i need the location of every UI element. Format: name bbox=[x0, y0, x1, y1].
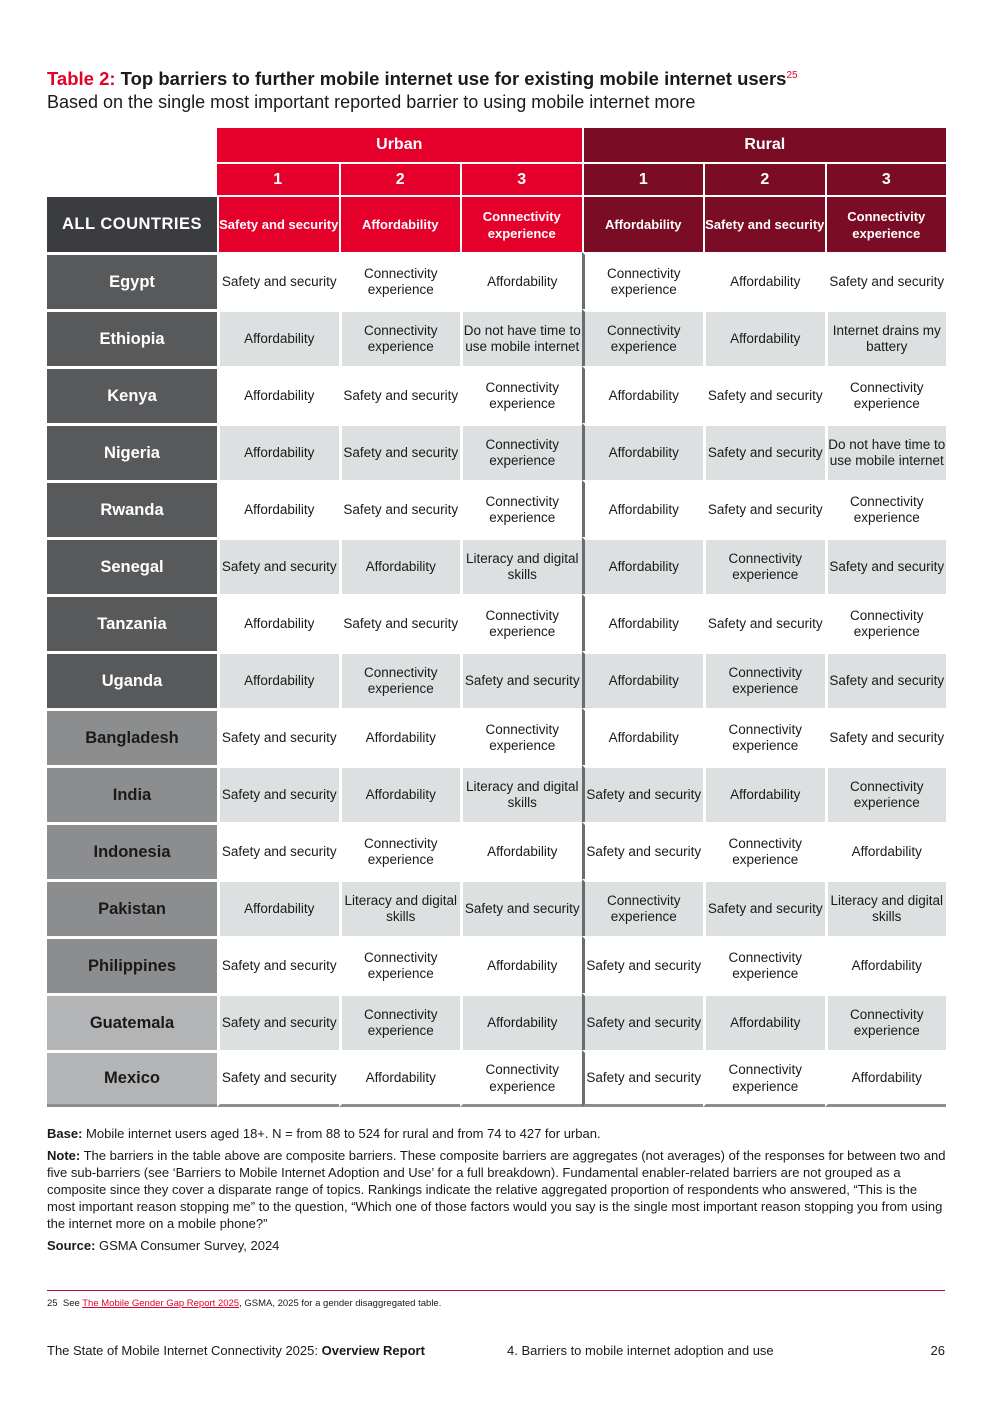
group-header-row bbox=[47, 128, 946, 162]
barrier-cell: Affordability bbox=[582, 537, 704, 594]
barrier-cell: Connectivity experience bbox=[703, 708, 825, 765]
table-row bbox=[47, 423, 946, 480]
barrier-cell: Connectivity experience bbox=[825, 594, 947, 651]
country-label: Uganda bbox=[47, 651, 217, 708]
urban-rank-1: 1 bbox=[217, 162, 339, 195]
barrier-cell: Affordability bbox=[339, 708, 461, 765]
barrier-cell: Connectivity experience bbox=[825, 366, 947, 423]
barrier-cell: Affordability bbox=[582, 423, 704, 480]
rural-rank-3: 3 bbox=[825, 162, 947, 195]
source-label: Source: bbox=[47, 1238, 96, 1253]
note-label: Note: bbox=[47, 1148, 81, 1163]
barrier-cell: Affordability bbox=[339, 537, 461, 594]
barrier-cell: Connectivity experience bbox=[339, 309, 461, 366]
title-block bbox=[47, 64, 947, 113]
barrier-cell: Affordability bbox=[825, 822, 947, 879]
footer-section: 4. Barriers to mobile internet adoption and use bbox=[507, 1343, 774, 1358]
barrier-cell: Connectivity experience bbox=[460, 1050, 582, 1107]
table-row bbox=[47, 537, 946, 594]
barrier-cell: Connectivity experience bbox=[825, 993, 947, 1050]
country-label: Egypt bbox=[47, 252, 217, 309]
all-countries-cell: Connectivity experience bbox=[825, 195, 947, 252]
barrier-cell: Safety and security bbox=[217, 1050, 339, 1107]
table-row bbox=[47, 309, 946, 366]
footer-report-title bbox=[47, 1343, 425, 1358]
base-label: Base: bbox=[47, 1126, 83, 1141]
note-paragraph bbox=[47, 1147, 947, 1232]
barrier-cell: Connectivity experience bbox=[339, 993, 461, 1050]
barrier-cell: Connectivity experience bbox=[825, 765, 947, 822]
rural-rank-1: 1 bbox=[582, 162, 704, 195]
barrier-cell: Connectivity experience bbox=[339, 252, 461, 309]
barrier-cell: Safety and security bbox=[217, 708, 339, 765]
note-text: The barriers in the table above are composite barriers. These composite barriers are aggregates (not averages) of the responses for between two and five sub-barriers (see ‘Barriers to Mobile Internet Adoption and Use’ for a full breakdown). Fundamental enabler-related barriers are not grouped as a composite since they cover a disparate range of topics. Rankings indicate the relative aggregated proportion of respondents who answered, “This is the most important reason stopping me” to the question, “Which one of those factors would you say is the single most important reason stopping you from using the internet more on a mobile phone?” bbox=[47, 1148, 946, 1231]
barrier-cell: Affordability bbox=[703, 309, 825, 366]
barrier-cell: Safety and security bbox=[703, 879, 825, 936]
barrier-cell: Affordability bbox=[582, 480, 704, 537]
barrier-cell: Safety and security bbox=[460, 651, 582, 708]
country-label: Nigeria bbox=[47, 423, 217, 480]
footer-title-text: The State of Mobile Internet Connectivity 2025: bbox=[47, 1343, 322, 1358]
country-label: Mexico bbox=[47, 1050, 217, 1107]
all-countries-cell: Safety and security bbox=[703, 195, 825, 252]
footnote-prefix: See bbox=[62, 1298, 83, 1309]
barrier-cell: Connectivity experience bbox=[582, 252, 704, 309]
barrier-cell: Safety and security bbox=[217, 993, 339, 1050]
barrier-cell: Safety and security bbox=[339, 423, 461, 480]
barrier-cell: Safety and security bbox=[217, 537, 339, 594]
table-row bbox=[47, 366, 946, 423]
barrier-cell: Affordability bbox=[460, 252, 582, 309]
barrier-cell: Safety and security bbox=[582, 765, 704, 822]
all-countries-cell: Affordability bbox=[339, 195, 461, 252]
barrier-cell: Safety and security bbox=[582, 936, 704, 993]
barrier-cell: Safety and security bbox=[825, 537, 947, 594]
barrier-cell: Affordability bbox=[217, 309, 339, 366]
country-label: Kenya bbox=[47, 366, 217, 423]
barrier-cell: Safety and security bbox=[582, 822, 704, 879]
barrier-cell: Connectivity experience bbox=[339, 822, 461, 879]
rural-header: Rural bbox=[582, 128, 947, 162]
barrier-cell: Affordability bbox=[703, 765, 825, 822]
table-row bbox=[47, 708, 946, 765]
footnote-number: 25 bbox=[47, 1298, 58, 1309]
barrier-cell: Connectivity experience bbox=[703, 537, 825, 594]
table-row bbox=[47, 252, 946, 309]
barrier-cell: Affordability bbox=[825, 936, 947, 993]
barrier-cell: Safety and security bbox=[825, 708, 947, 765]
all-countries-label: ALL COUNTRIES bbox=[47, 195, 217, 252]
barrier-cell: Safety and security bbox=[825, 651, 947, 708]
barrier-cell: Safety and security bbox=[825, 252, 947, 309]
barrier-cell: Connectivity experience bbox=[460, 423, 582, 480]
barrier-cell: Connectivity experience bbox=[460, 366, 582, 423]
barrier-cell: Affordability bbox=[460, 936, 582, 993]
barrier-cell: Safety and security bbox=[703, 594, 825, 651]
country-label: Pakistan bbox=[47, 879, 217, 936]
barrier-cell: Connectivity experience bbox=[460, 480, 582, 537]
barrier-cell: Do not have time to use mobile internet bbox=[460, 309, 582, 366]
country-label: India bbox=[47, 765, 217, 822]
table-row bbox=[47, 822, 946, 879]
base-text: Mobile internet users aged 18+. N = from 88 to 524 for rural and from 74 to 427 for urban. bbox=[82, 1126, 601, 1141]
barrier-cell: Affordability bbox=[582, 594, 704, 651]
footnote-ref[interactable]: 25 bbox=[786, 70, 798, 81]
table-notes bbox=[47, 1125, 947, 1259]
barrier-cell: Affordability bbox=[217, 651, 339, 708]
table-row bbox=[47, 651, 946, 708]
barriers-table bbox=[47, 128, 946, 1107]
all-countries-cell: Safety and security bbox=[217, 195, 339, 252]
rank-header-row bbox=[47, 162, 946, 195]
barrier-cell: Safety and security bbox=[217, 936, 339, 993]
table-row bbox=[47, 765, 946, 822]
footer-title-bold: Overview Report bbox=[321, 1343, 425, 1358]
barrier-cell: Safety and security bbox=[460, 879, 582, 936]
footnote-divider bbox=[47, 1290, 945, 1291]
page-number: 26 bbox=[930, 1343, 945, 1358]
barrier-cell: Connectivity experience bbox=[460, 708, 582, 765]
barrier-cell: Affordability bbox=[339, 765, 461, 822]
table-row bbox=[47, 936, 946, 993]
barrier-cell: Literacy and digital skills bbox=[460, 537, 582, 594]
barrier-cell: Connectivity experience bbox=[582, 879, 704, 936]
barrier-cell: Connectivity experience bbox=[703, 822, 825, 879]
urban-rank-2: 2 bbox=[339, 162, 461, 195]
country-label: Senegal bbox=[47, 537, 217, 594]
country-label: Ethiopia bbox=[47, 309, 217, 366]
barrier-cell: Connectivity experience bbox=[460, 594, 582, 651]
country-label: Tanzania bbox=[47, 594, 217, 651]
footnote-link[interactable]: The Mobile Gender Gap Report 2025 bbox=[82, 1298, 240, 1309]
barrier-cell: Affordability bbox=[217, 480, 339, 537]
barrier-cell: Literacy and digital skills bbox=[825, 879, 947, 936]
barrier-cell: Affordability bbox=[217, 366, 339, 423]
barrier-cell: Affordability bbox=[217, 594, 339, 651]
urban-header: Urban bbox=[217, 128, 582, 162]
country-label: Philippines bbox=[47, 936, 217, 993]
barrier-cell: Safety and security bbox=[217, 822, 339, 879]
country-rows bbox=[47, 252, 946, 1107]
barrier-cell: Safety and security bbox=[217, 252, 339, 309]
barrier-cell: Literacy and digital skills bbox=[339, 879, 461, 936]
source-text: GSMA Consumer Survey, 2024 bbox=[95, 1238, 280, 1253]
urban-rank-3: 3 bbox=[460, 162, 582, 195]
rural-rank-2: 2 bbox=[703, 162, 825, 195]
barrier-cell: Affordability bbox=[703, 252, 825, 309]
barrier-cell: Connectivity experience bbox=[703, 651, 825, 708]
barrier-cell: Connectivity experience bbox=[339, 651, 461, 708]
table-row bbox=[47, 1050, 946, 1107]
barrier-cell: Affordability bbox=[217, 423, 339, 480]
all-countries-cell: Affordability bbox=[582, 195, 704, 252]
barrier-cell: Connectivity experience bbox=[582, 309, 704, 366]
table-row bbox=[47, 480, 946, 537]
barrier-cell: Affordability bbox=[339, 1050, 461, 1107]
table-row bbox=[47, 594, 946, 651]
footnote-suffix: , GSMA, 2025 for a gender disaggregated table. bbox=[239, 1298, 442, 1309]
barrier-cell: Safety and security bbox=[703, 366, 825, 423]
barrier-cell: Connectivity experience bbox=[339, 936, 461, 993]
header-spacer bbox=[47, 162, 217, 195]
barrier-cell: Do not have time to use mobile internet bbox=[825, 423, 947, 480]
barrier-cell: Affordability bbox=[582, 708, 704, 765]
barrier-cell: Internet drains my battery bbox=[825, 309, 947, 366]
barrier-cell: Connectivity experience bbox=[703, 1050, 825, 1107]
barrier-cell: Safety and security bbox=[217, 765, 339, 822]
all-countries-cell: Connectivity experience bbox=[460, 195, 582, 252]
footnote bbox=[47, 1298, 441, 1309]
barrier-cell: Safety and security bbox=[339, 366, 461, 423]
barrier-cell: Safety and security bbox=[339, 480, 461, 537]
barrier-cell: Safety and security bbox=[703, 480, 825, 537]
barrier-cell: Affordability bbox=[582, 651, 704, 708]
barrier-cell: Safety and security bbox=[582, 1050, 704, 1107]
barrier-cell: Connectivity experience bbox=[703, 936, 825, 993]
barrier-cell: Safety and security bbox=[582, 993, 704, 1050]
barrier-cell: Safety and security bbox=[339, 594, 461, 651]
table-number: Table 2: bbox=[47, 68, 116, 90]
barrier-cell: Affordability bbox=[703, 993, 825, 1050]
barrier-cell: Affordability bbox=[825, 1050, 947, 1107]
barrier-cell: Connectivity experience bbox=[825, 480, 947, 537]
country-label: Rwanda bbox=[47, 480, 217, 537]
all-countries-row bbox=[47, 195, 946, 252]
table-title-text: Top barriers to further mobile internet use for existing mobile internet users bbox=[115, 68, 787, 90]
barrier-cell: Affordability bbox=[582, 366, 704, 423]
barrier-cell: Literacy and digital skills bbox=[460, 765, 582, 822]
header-spacer bbox=[47, 128, 217, 162]
table-subtitle: Based on the single most important reported barrier to using mobile internet more bbox=[47, 92, 696, 113]
country-label: Bangladesh bbox=[47, 708, 217, 765]
base-note bbox=[47, 1125, 947, 1142]
source-note bbox=[47, 1237, 947, 1254]
table-title bbox=[47, 64, 947, 91]
country-label: Guatemala bbox=[47, 993, 217, 1050]
table-row bbox=[47, 879, 946, 936]
table-row bbox=[47, 993, 946, 1050]
barrier-cell: Safety and security bbox=[703, 423, 825, 480]
country-label: Indonesia bbox=[47, 822, 217, 879]
barrier-cell: Affordability bbox=[460, 822, 582, 879]
barrier-cell: Affordability bbox=[460, 993, 582, 1050]
barrier-cell: Affordability bbox=[217, 879, 339, 936]
